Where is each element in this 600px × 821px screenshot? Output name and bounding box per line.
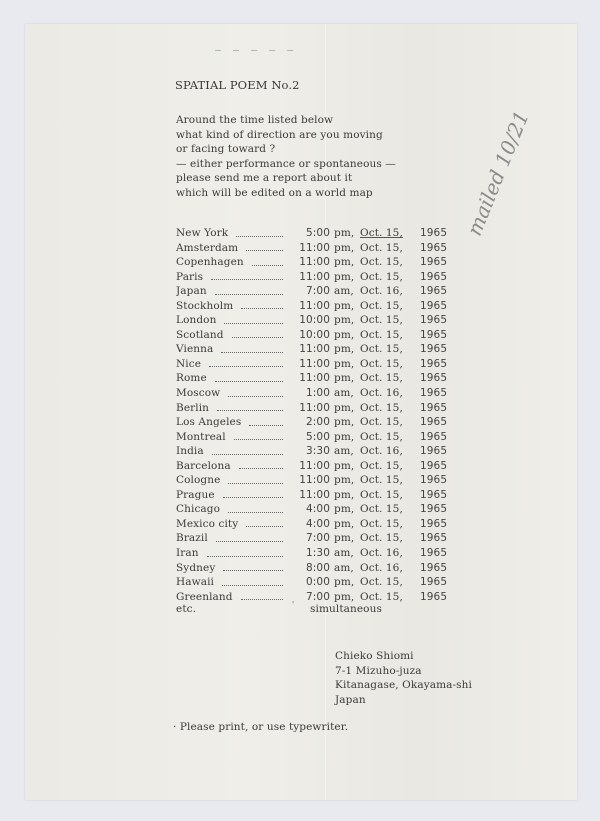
dotted-leader — [228, 502, 283, 513]
city-name: Scotland — [176, 328, 224, 341]
simultaneous-label: simultaneous — [310, 603, 382, 615]
city-cell — [176, 430, 286, 445]
year-value: 1965 — [420, 241, 448, 254]
dotted-leader — [241, 590, 283, 601]
city-name: India — [176, 445, 204, 458]
date-value: Oct. 15, — [360, 474, 403, 487]
city-name: Paris — [176, 270, 204, 283]
year-value: 1965 — [420, 561, 448, 574]
intro-line: which will be edited on a world map — [176, 186, 373, 199]
schedule-row — [176, 313, 447, 328]
schedule-row — [176, 430, 447, 445]
city-cell — [176, 444, 286, 459]
tick-mark: ' — [292, 600, 295, 609]
city-cell — [176, 517, 286, 532]
dotted-leader — [241, 299, 283, 310]
date-value: Oct. 15, — [360, 517, 403, 530]
year-value: 1965 — [420, 532, 448, 545]
city-cell — [176, 386, 286, 401]
dotted-leader — [217, 401, 283, 412]
dotted-leader — [228, 473, 283, 484]
year-value: 1965 — [420, 430, 448, 443]
schedule-row — [176, 531, 447, 546]
schedule-row — [176, 328, 447, 343]
schedule-row — [176, 575, 447, 590]
date-value: Oct. 16, — [360, 547, 403, 560]
city-cell — [176, 241, 286, 256]
year-value: 1965 — [420, 547, 448, 560]
ampm-value: pm, — [334, 416, 355, 429]
schedule-row — [176, 299, 447, 314]
date-value: Oct. 15, — [360, 357, 403, 370]
ampm-value: am, — [334, 547, 354, 560]
year-value: 1965 — [420, 474, 448, 487]
date-value: Oct. 15, — [360, 328, 403, 341]
year-value: 1965 — [420, 445, 448, 458]
city-name: Greenland — [176, 590, 233, 603]
ampm-value: pm, — [334, 459, 355, 472]
city-cell — [176, 371, 286, 386]
time-value: 11:00 — [299, 488, 330, 501]
ampm-value: pm, — [334, 328, 355, 341]
city-name: Stockholm — [176, 299, 234, 312]
city-name: Nice — [176, 357, 202, 370]
date-value: Oct. 15, — [360, 401, 403, 414]
dotted-leader — [232, 328, 283, 339]
time-value: 2:00 — [306, 416, 330, 429]
date-value: Oct. 16, — [360, 387, 403, 400]
intro-line: or facing toward ? — [176, 143, 276, 156]
date-value: Oct. 16, — [360, 561, 403, 574]
city-cell — [176, 328, 286, 343]
year-value: 1965 — [420, 357, 448, 370]
ampm-value: pm, — [334, 430, 355, 443]
schedule-row — [176, 371, 447, 386]
ampm-value: pm, — [334, 357, 355, 370]
year-value: 1965 — [420, 270, 448, 283]
ampm-value: pm, — [334, 474, 355, 487]
year-value: 1965 — [420, 372, 448, 385]
city-name: Los Angeles — [176, 416, 242, 429]
ampm-value: pm, — [334, 227, 355, 239]
document-title: SPATIAL POEM No.2 — [175, 78, 300, 92]
dotted-leader — [249, 415, 283, 426]
city-cell — [176, 459, 286, 474]
schedule-row — [176, 459, 447, 474]
time-value: 11:00 — [299, 372, 330, 385]
ampm-value: pm, — [334, 503, 355, 516]
dotted-leader — [234, 430, 283, 441]
schedule-row — [176, 473, 447, 488]
city-cell — [176, 342, 286, 357]
ampm-value: pm, — [334, 590, 355, 603]
date-value: Oct. 15, — [360, 576, 403, 589]
time-value: 11:00 — [299, 401, 330, 414]
time-value: 1:00 — [306, 387, 330, 400]
date-value: Oct. 16, — [360, 285, 403, 298]
ampm-value: pm, — [334, 576, 355, 589]
time-value: 11:00 — [299, 270, 330, 283]
city-cell — [176, 575, 286, 590]
date-value: Oct. 15, — [360, 430, 403, 443]
year-value: 1965 — [420, 387, 448, 400]
ampm-value: pm, — [334, 488, 355, 501]
time-value: 5:00 — [306, 430, 330, 443]
city-name: Chicago — [176, 503, 221, 516]
date-value: Oct. 15, — [360, 372, 403, 385]
time-value: 5:00 — [306, 227, 330, 239]
date-value: Oct. 15, — [360, 503, 403, 516]
schedule-row — [176, 502, 447, 517]
intro-text — [176, 113, 396, 201]
city-name: Rome — [176, 372, 207, 385]
city-name: Barcelona — [176, 459, 231, 472]
date-value: Oct. 15, — [360, 227, 403, 239]
ampm-value: pm, — [334, 372, 355, 385]
intro-line: please send me a report about it — [176, 172, 353, 185]
city-cell — [176, 299, 286, 314]
date-value: Oct. 15, — [360, 299, 403, 312]
year-value: 1965 — [420, 416, 448, 429]
year-value: 1965 — [420, 517, 448, 530]
time-value: 0:00 — [306, 576, 330, 589]
address-line: Kitanagase, Okayama-shi — [335, 679, 472, 691]
etc-label: etc. — [176, 603, 197, 615]
year-value: 1965 — [420, 343, 448, 356]
date-value: Oct. 15, — [360, 416, 403, 429]
schedule-row — [176, 342, 447, 357]
city-name: Prague — [176, 488, 215, 501]
city-name: Cologne — [176, 474, 221, 487]
city-cell — [176, 415, 286, 430]
time-value: 11:00 — [299, 241, 330, 254]
dotted-leader — [216, 531, 283, 542]
city-name: London — [176, 314, 217, 327]
city-name: Iran — [176, 547, 199, 560]
year-value: 1965 — [420, 488, 448, 501]
date-value: Oct. 15, — [360, 590, 403, 603]
time-value: 11:00 — [299, 474, 330, 487]
city-cell — [176, 502, 286, 517]
schedule-row — [176, 401, 447, 416]
address-line: Chieko Shiomi — [335, 650, 414, 662]
ampm-value: pm, — [334, 517, 355, 530]
city-name: New York — [176, 227, 229, 239]
city-name: Moscow — [176, 387, 221, 400]
city-cell — [176, 488, 286, 503]
city-name: Montreal — [176, 430, 226, 443]
ampm-value: pm, — [334, 401, 355, 414]
schedule-row — [176, 241, 447, 256]
dotted-leader — [211, 270, 283, 281]
time-value: 3:30 — [306, 445, 330, 458]
year-value: 1965 — [420, 590, 448, 603]
dotted-leader — [209, 357, 283, 368]
city-name: Copenhagen — [176, 256, 244, 269]
city-cell — [176, 255, 286, 270]
ampm-value: pm, — [334, 343, 355, 356]
date-value: Oct. 15, — [360, 343, 403, 356]
schedule-row — [176, 386, 447, 401]
date-value: Oct. 15, — [360, 256, 403, 269]
city-name: Hawaii — [176, 576, 214, 589]
schedule-row — [176, 284, 447, 299]
dotted-leader — [236, 226, 283, 237]
schedule-row — [176, 270, 447, 285]
schedule-row — [176, 255, 447, 270]
city-name: Vienna — [176, 343, 214, 356]
year-value: 1965 — [420, 401, 448, 414]
year-value: 1965 — [420, 285, 448, 298]
schedule-row — [176, 546, 447, 561]
sender-address — [335, 649, 472, 707]
date-value: Oct. 16, — [360, 445, 403, 458]
date-value: Oct. 15, — [360, 314, 403, 327]
date-value: Oct. 15, — [360, 459, 403, 472]
city-name: Brazil — [176, 532, 208, 545]
city-name: Berlin — [176, 401, 210, 414]
city-cell — [176, 226, 286, 241]
time-value: 7:00 — [306, 590, 330, 603]
address-line: Japan — [335, 693, 366, 706]
time-value: 11:00 — [299, 299, 330, 312]
dotted-leader — [215, 284, 283, 295]
ampm-value: am, — [334, 285, 354, 298]
time-value: 11:00 — [299, 459, 330, 472]
schedule-table — [176, 226, 447, 604]
time-value: 7:00 — [306, 532, 330, 545]
schedule-row — [176, 561, 447, 576]
time-value: 1:30 — [306, 547, 330, 560]
city-cell — [176, 546, 286, 561]
city-cell — [176, 561, 286, 576]
dotted-leader — [212, 444, 283, 455]
schedule-row — [176, 517, 447, 532]
intro-line: what kind of direction are you moving — [176, 128, 383, 141]
date-value: Oct. 15, — [360, 532, 403, 545]
year-value: 1965 — [420, 299, 448, 312]
ampm-value: pm, — [334, 532, 355, 545]
year-value: 1965 — [420, 227, 448, 239]
city-cell — [176, 401, 286, 416]
intro-line: — either performance or spontaneous — — [176, 157, 396, 170]
dotted-leader — [239, 459, 283, 470]
dotted-leader — [207, 546, 283, 557]
city-name: Amsterdam — [176, 241, 239, 254]
dotted-leader — [223, 488, 283, 499]
time-value: 11:00 — [299, 357, 330, 370]
intro-line: Around the time listed below — [176, 114, 334, 126]
date-value: Oct. 15, — [360, 270, 403, 283]
time-value: 11:00 — [299, 343, 330, 356]
year-value: 1965 — [420, 576, 448, 589]
header-dashes: – — – — — — [215, 45, 297, 56]
footnote: · Please print, or use typewriter. — [173, 721, 349, 733]
year-value: 1965 — [420, 328, 448, 341]
ampm-value: am, — [334, 387, 354, 400]
time-value: 11:00 — [299, 256, 330, 269]
schedule-row — [176, 357, 447, 372]
time-value: 7:00 — [306, 285, 330, 298]
address-line: 7-1 Mizuho-juza — [335, 664, 422, 677]
year-value: 1965 — [420, 256, 448, 269]
city-cell — [176, 531, 286, 546]
time-value: 10:00 — [299, 328, 330, 341]
dotted-leader — [246, 517, 283, 528]
year-value: 1965 — [420, 314, 448, 327]
ampm-value: am, — [334, 561, 354, 574]
date-value: Oct. 15, — [360, 488, 403, 501]
city-cell — [176, 313, 286, 328]
dotted-leader — [224, 313, 283, 324]
dotted-leader — [228, 386, 283, 397]
dotted-leader — [246, 241, 283, 252]
schedule-row — [176, 444, 447, 459]
ampm-value: pm, — [334, 241, 355, 254]
time-value: 4:00 — [306, 517, 330, 530]
handwritten-annotation: mailed 10/21 — [462, 107, 534, 239]
ampm-value: pm, — [334, 256, 355, 269]
time-value: 10:00 — [299, 314, 330, 327]
city-name: Mexico city — [176, 517, 239, 530]
dotted-leader — [252, 255, 283, 266]
schedule-row — [176, 415, 447, 430]
ampm-value: am, — [334, 445, 354, 458]
dotted-leader — [222, 575, 283, 586]
time-value: 4:00 — [306, 503, 330, 516]
ampm-value: pm, — [334, 314, 355, 327]
schedule-row — [176, 226, 447, 241]
city-name: Sydney — [176, 561, 216, 574]
ampm-value: pm, — [334, 299, 355, 312]
schedule-row — [176, 488, 447, 503]
time-value: 8:00 — [306, 561, 330, 574]
city-cell — [176, 270, 286, 285]
city-name: Japan — [176, 285, 207, 298]
city-cell — [176, 357, 286, 372]
ampm-value: pm, — [334, 270, 355, 283]
date-value: Oct. 15, — [360, 241, 403, 254]
year-value: 1965 — [420, 459, 448, 472]
city-cell — [176, 284, 286, 299]
dotted-leader — [215, 371, 283, 382]
year-value: 1965 — [420, 503, 448, 516]
dotted-leader — [221, 342, 283, 353]
dotted-leader — [223, 561, 283, 572]
city-cell — [176, 473, 286, 488]
